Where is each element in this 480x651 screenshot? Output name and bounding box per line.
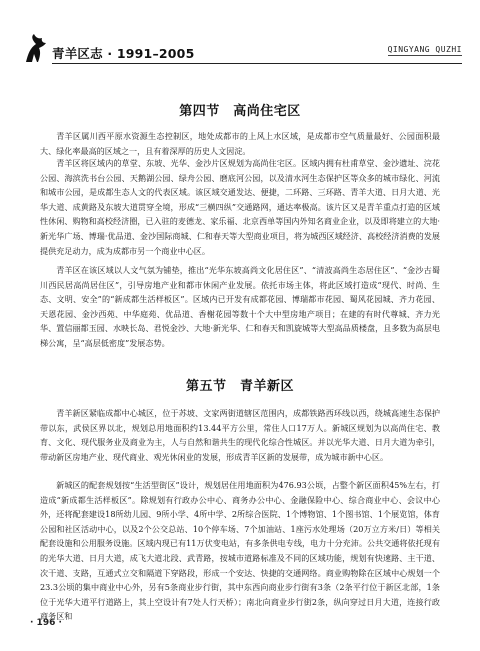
- running-header: [22, 30, 462, 72]
- paragraph: 青羊新区紧临成都中心城区，位于苏坡、文家两街道辖区范围内，成都铁路西环线以西，绕城高速生态保护带以东，武侯区界以北，规划总用地面积约13.44平方公里，常住人口17万人。新城区规划为以高尚住宅、教育、文化、现代服务业及商业为主，人与自然和谐共生的现代化综合性城区。并以光华大道、日月大道为牵引，带动新区房地产业、现代商业、观光休闲业的发展，形成青羊区新的发展带，成为城市新中心区。: [40, 408, 440, 462]
- ram-logo-icon: [22, 32, 50, 66]
- section-title-4: 第四节 高尚住宅区: [179, 104, 301, 119]
- paragraph: 青羊区在该区域以人文气氛为铺垫，推出“光华东坡高尚文化居住区”、“清波高尚生态居住区”、“金沙古蜀川西民居高尚居住区”，引导房地产业和都市休闲产业发展。依托市场主体，将此区域打造成“现代、时尚、生态、文明、安全”的“新成都生活样板区”。区域内已开发有成都花园、博瑞都市花园、蜀风花园城、齐力花园、天恩花园、金沙西苑、中华庭苑、优品道、香榭花园等数十个大中型房地产项目；在建的有时代尊城、齐力光华、置信丽都玉园、水映长岛、君悦金沙、大地·新光华、仁和春天和凯旋城等大型高品质楼盘，且多数为高层电梯公寓，呈“高层低密度”发展态势。: [40, 265, 440, 348]
- page-number: · 196 ·: [30, 618, 62, 628]
- paragraph: 青羊区属川西平原水资源生态控制区，地处成都市的上风上水区域，是成都市空气质量最好、公园面积最大、绿化率最高的区域之一，且有着深厚的历史人文因淀。: [40, 131, 440, 156]
- section-title-5: 第五节 青羊新区: [185, 379, 294, 394]
- paragraph: 新城区的配套规划按“生活型街区”设计，规划居住用地面积为476.93公顷，占整个新区面积45%左右，打造成“新成都生活样板区”。除规划有行政办公中心、商务办公中心、金融保险中心、综合商业中心、会议中心外，还将配套建设18所幼儿园、9所小学、4所中学、2所综合医院、1个博物馆、1个图书馆、1个展览馆，体育公园和社区活动中心，以及2个公交总站、10个停车场、7个加油站、1座污水处理场（20万立方米/日）等相关配套设施和公用服务设施。区域内现已有11万伏变电站，有多条供电专线，电力十分充沛。公共交通将依托现有的光华大道、日月大道，成飞大道北段、武青路，按城市道路标准及不同的区域功能，规划有快速路、主干道、次干道、支路，互通式立交和隔道下穿路段，形成一个安达、快捷的交通网络。商业购物除在区域中心规划一个23.3公顷的集中商业中心外，另有5条商业步行街，其中东西向商业步行街有3条（2条平行位于新区北部，1条位于光华大道平行道路上，其上空设计有7处人行天桥）；南北向商业步行街2条，纵向穿过日月大道，连接行政商务区和: [40, 480, 440, 622]
- header-title: 青羊区志 · 1991–2005: [52, 46, 195, 61]
- paragraph: 青羊区将区域内的草堂、东坡、光华、金沙片区规划为高尚住宅区。区域内拥有杜甫草堂、金沙遗址、浣花公园、海滨洗书台公园、天鹅湖公园、绿舟公园、磨底河公园，以及清水河生态保护区等众多的城市绿化、河流和城市公园，是成都生态人文的代表区域。该区域交通发达、便捷，二环路、三环路、青羊大道、日月大道、光华大道、成黄路及东坡大道贯穿全境，形成“三横四纵”交通路网，通达率极高。该片区又是青羊重点打造的区域性休闲、购物和高校经济圈，已入驻的麦德龙、家乐福、北京西单等国内外知名商业企业，以及即将建立的大地·新光华广场、博瑞·优品道、金沙国际商城、仁和春天等大型商业项目，将为城西区域经济、高校经济消费的发展提供充足动力，成为成都市另一个商业中心区。: [40, 158, 440, 256]
- header-rule: [52, 63, 462, 64]
- header-pinyin: QINGYANG QUZHI: [387, 45, 462, 54]
